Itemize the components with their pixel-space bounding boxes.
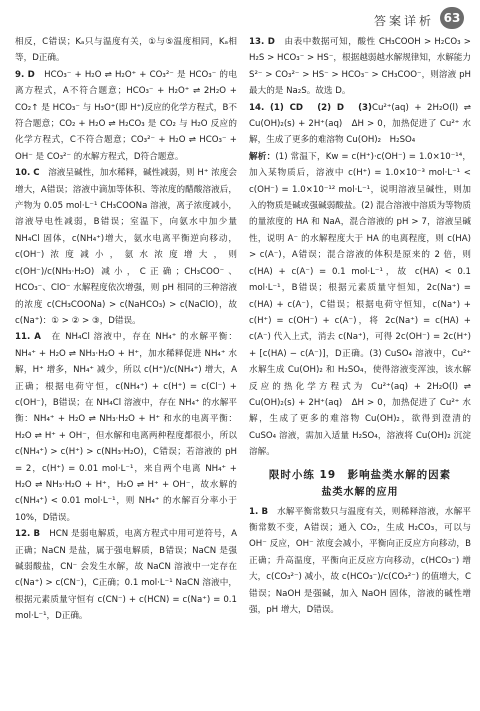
section-answer-1: 1. B 水解平衡常数只与温度有关，则稀释溶液，水解平衡常数不变，A错误；通入 CO₂，生成 H₂CO₃，可以与 OH⁻ 反应，OH⁻ 浓度会减小，平衡向正反应方向移动，B正确；升高温度，平衡向正反应方向移动，c(HCO₃⁻) 增大，c(CO₃²⁻) 减小，故 c(HCO₃⁻)/c(CO₃²⁻) 的值增大，C错误；NaOH 是强碱，加入 NaOH 固体，溶液的碱性增强，pH 增大，D错误。 xyxy=(249,506,471,615)
answer-13: 13. D 由表中数据可知，酸性 CH₃COOH > H₂CO₃ > H₂S > HCO₃⁻ > HS⁻，根据越弱越水解规律知，水解能力 S²⁻ > CO₃²⁻ > HS⁻ > HCO₃⁻ > CH₃COO⁻，则溶液 pH 最大的是 Na₂S。故选 D。 xyxy=(249,37,471,97)
answer-12: 12. B HCN 是弱电解质，电离方程式中用可逆符号，A正确；NaCN 是盐，属于强电解质，B错误；NaCN 是强碱弱酸盐，CN⁻ 会发生水解，故 NaCN 溶液中一定存在 c(Na⁺) > c(CN⁻)，C正确；0.1 mol·L⁻¹ NaCN 溶液中，根据元素质量守恒有 c(CN⁻) + c(HCN) = c(Na⁺) = 0.1 mol·L⁻¹，D正确。 xyxy=(15,529,237,622)
answer-14-analysis: 解析：(1) 常温下，Kw = c(H⁺)·c(OH⁻) = 1.0×10⁻¹⁴，加入某物质后，溶液中 c(H⁺) = 1.0×10⁻³ mol·L⁻¹ < c(OH⁻) = 1.0×10⁻¹² mol·L⁻¹，说明溶液呈碱性，则加入的物质是碱或强碱弱酸盐。(2) 混合溶液中溶质为等物质的量浓度的 HA 和 NaA，混合溶液的 pH > 7，溶液呈碱性，说明 A⁻ 的水解程度大于 HA 的电离程度，则 c(HA) > c(A⁻)，A错误；混合溶液的体积是原来的 2 倍，则 c(HA) + c(A⁻) = 0.1 mol·L⁻¹，故 c(HA) < 0.1 mol·L⁻¹，B错误；根据元素质量守恒知，2c(Na⁺) = c(HA) + c(A⁻)，C错误；根据电荷守恒知，c(Na⁺) + c(H⁺) = c(OH⁻) + c(A⁻)，将 2c(Na⁺) = c(HA) + c(A⁻) 代入上式，消去 c(Na⁺)，可得 2c(OH⁻) = 2c(H⁺) + [c(HA) − c(A⁻)]，D正确。(3) CuSO₄ 溶液中，Cu²⁺ 水解生成 Cu(OH)₂ 和 H₂SO₄，使得溶液变浑浊，该水解反应的热化学方程式为 Cu²⁺(aq) + 2H₂O(l) ⇌ Cu(OH)₂(s) + 2H⁺(aq) ΔH > 0，加热促进了 Cu²⁺ 水解，生成了更多的难溶物 Cu(OH)₂，欲得到澄清的 CuSO₄ 溶液，需加入适量 H₂SO₄，溶液将 Cu(OH)₂ 沉淀溶解。 xyxy=(249,151,471,458)
page-number-badge: 63 xyxy=(440,7,464,29)
answer-11: 11. A 在 NH₄Cl 溶液中，存在 NH₄⁺ 的水解平衡：NH₄⁺ + H₂O ⇌ NH₃·H₂O + H⁺，加水稀释促进 NH₄⁺ 水解，H⁺ 增多，NH₄⁺ 减少，所以 c(H⁺)/c(NH₄⁺) 增大，A正确；根据电荷守恒，c(NH₄⁺) + c(H⁺) = c(Cl⁻) + c(OH⁻)，B错误；在 NH₄Cl 溶液中，存在 NH₄⁺ 的水解平衡：NH₄⁺ + H₂O ⇌ NH₃·H₂O + H⁺ 和水的电离平衡：H₂O ⇌ H⁺ + OH⁻，但水解和电离两种程度都很小，所以 c(NH₄⁺) > c(H⁺) > c(NH₃·H₂O)，C错误；若溶液的 pH = 2，c(H⁺) = 0.01 mol·L⁻¹，来自两个电离 NH₄⁺ + H₂O ⇌ NH₃·H₂O + H⁺，H₂O ⇌ H⁺ + OH⁻，故水解的 c(NH₄⁺) < 0.01 mol·L⁻¹，则 NH₄⁺ 的水解百分率小于 10%，D错误。 xyxy=(15,332,237,523)
page-header xyxy=(0,6,480,32)
header-title: 答案详析 xyxy=(373,14,434,28)
answer-10: 10. C 溶液呈碱性，加水稀释，碱性减弱，则 H⁺ 浓度会增大，A错误；溶液中滴加等体积、等浓度的醋酸溶液后，产物为 0.05 mol·L⁻¹ CH₃COONa 溶液，离子浓度减小，溶液导电性减弱，B错误；室温下，向氨水中加少量 NH₄Cl 固体，c(NH₄⁺)增大，氨水电离平衡逆向移动，c(OH⁻)浓度减小，氨水浓度增大，则 c(OH⁻)/c(NH₃·H₂O) 减小，C正确；CH₃COO⁻、HCO₃⁻、ClO⁻ 水解程度依次增强，则 pH 相同的三种溶液的浓度 c(CH₃COONa) > c(NaHCO₃) > c(NaClO)，故 c(Na⁺)：① > ② > ③，D错误。 xyxy=(15,168,237,326)
answer-14: 14. (1) CD (2) D (3)Cu²⁺(aq) + 2H₂O(l) ⇌ Cu(OH)₂(s) + 2H⁺(aq) ΔH > 0，加热促进了 Cu²⁺ 水解，生成了更多的难溶物 Cu(OH)₂ H₂SO₄ xyxy=(249,102,472,146)
section-subtitle: 盐类水解的应用 xyxy=(321,486,399,498)
left-column xyxy=(15,34,237,625)
answer-9: 9. D HCO₃⁻ + H₂O ⇌ H₂O⁺ + CO₃²⁻ 是 HCO₃⁻ 的电离方程式，A不符合题意；HCO₃⁻ + H₂O⁺ ⇌ 2H₂O + CO₂↑ 是 HCO₃⁻ 与 H₃O⁺(即 H⁺)反应的化学方程式，B不符合题意；CO₂ + H₂O ⇌ H₂CO₃ 是 CO₂ 与 H₂O 反应的化学方程式，C不符合题意；CO₃²⁻ + H₂O ⇌ HCO₃⁻ + OH⁻ 是 CO₃²⁻ 的水解方程式，D符合题意。 xyxy=(15,69,237,162)
section-title: 限时小练 19 影响盐类水解的因素 xyxy=(268,468,452,481)
right-column xyxy=(249,34,471,618)
answer-8-continued: 相反，C错误；Kₐ只与温度有关，①与⑤温度相同，Kₐ相等，D正确。 xyxy=(15,37,237,64)
